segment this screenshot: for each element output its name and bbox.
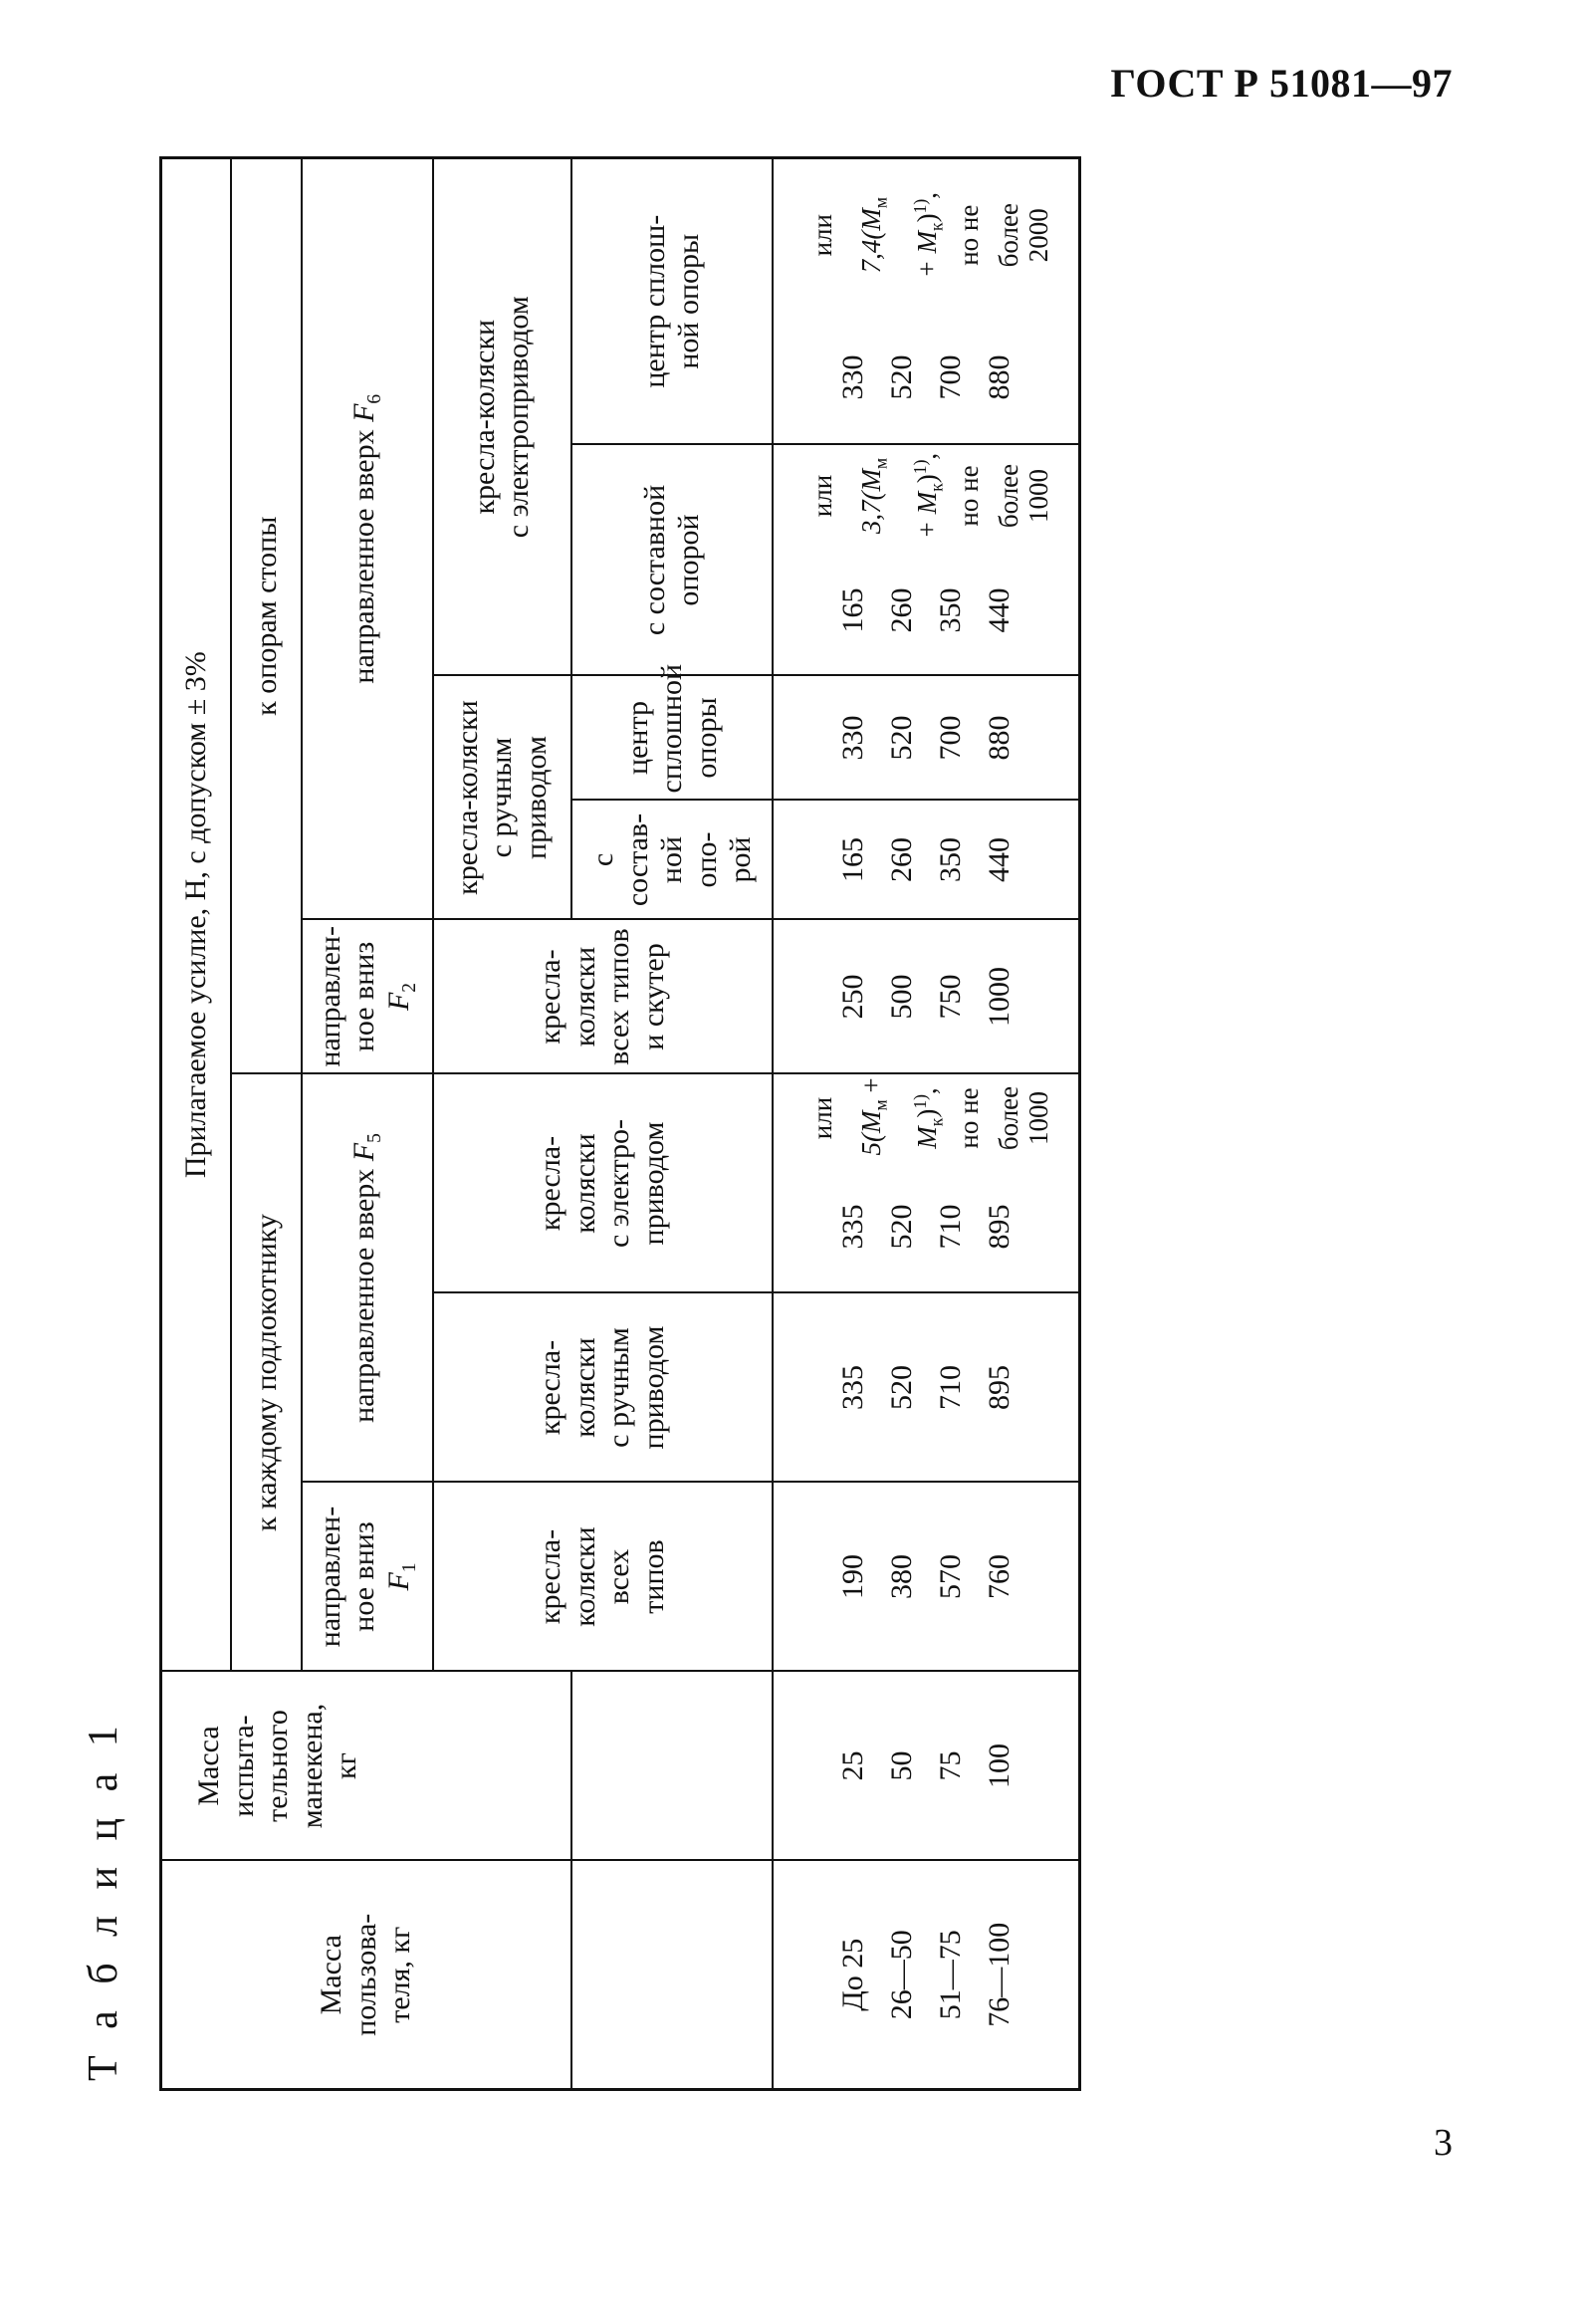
table-cell: 330 [836,354,870,400]
header-applied-force: Прилагаемое усилие, Н, с допуском ± 3% [161,157,232,1671]
table-cell: 260 [885,587,919,633]
table-cell: 520 [885,1204,919,1250]
header-armrest: к каждому подлокотнику [231,1074,302,1672]
subheader-f6-manual: кресла-коляски с ручным приводом [433,676,572,920]
table-cell: 250 [836,974,870,1020]
header-f6: направленное вверх $F_6$ [302,157,432,919]
table-cell: 1000 [983,967,1017,1027]
table-cell: 750 [934,974,968,1020]
force-table [159,156,1081,2091]
table-cell: 51—75 [934,1930,968,2020]
col-f6-electric-composite-values [773,547,1079,676]
col-f5-electric-alternative: или $5(M_м$ + $M_к)^{1)}$, но не более 1000 [773,1074,1079,1162]
table-cell: 380 [885,1554,919,1599]
subheader-f1-all-types: кресла- коляски всех типов [433,1483,774,1672]
table-cell: 880 [983,354,1017,400]
subheader-electric-composite: с составной опорой [571,445,773,676]
col-f2-values [773,920,1079,1074]
header-f5: направленное вверх $F_5$ [302,1074,432,1483]
col-f6-manual-center-values [773,676,1079,801]
subheader-electric-center: центр сплош- ной опоры [571,157,773,444]
header-f1: направлен- ное вниз $F_1$ [302,1483,432,1672]
table-cell: 76—100 [983,1922,1017,2027]
page-number: 3 [1434,2122,1453,2164]
rotated-table-container [159,159,1081,2091]
table-cell: 710 [934,1204,968,1250]
table-cell: 710 [934,1365,968,1410]
header-row-1 [161,157,232,2089]
col-dummy-mass-values [773,1672,1079,1861]
table-cell: 26—50 [885,1930,919,2020]
header-footrest: к опорам стопы [231,157,302,1073]
subheader-f5-manual: кресла- коляски с ручным приводом [433,1293,774,1483]
col-f6-manual-composite-values [773,801,1079,920]
header-user-mass: Масса пользова- теля, кг [161,1861,572,2090]
table-cell: 165 [836,587,870,633]
col-f6-electric-center-values [773,312,1079,445]
subheader-manual-center: центр сплошной опоры [571,676,773,801]
table-cell: 760 [983,1554,1017,1599]
table-cell: 350 [934,587,968,633]
col-user-mass-values [773,1861,1079,2090]
header-dummy-mass: Масса испыта- тельного манекена, кг [161,1672,572,1861]
table-cell: 895 [983,1365,1017,1410]
table-cell: 700 [934,354,968,400]
table-cell: 75 [934,1750,968,1781]
col-f6-electric-composite-alternative: или $3,7(M_м$ + $M_к)^{1)}$, но не более 1000 [773,445,1079,547]
col-f1-values [773,1483,1079,1672]
table-cell: 165 [836,837,870,882]
table-cell: 440 [983,837,1017,882]
header-f2: направлен- ное вниз $F_2$ [302,920,432,1074]
table-cell: 520 [885,1365,919,1410]
subheader-f2-all-types: кресла- коляски всех типов и скутер [433,920,774,1074]
table-cell: До 25 [836,1938,870,2011]
subheader-manual-composite: с состав- ной опо- рой [571,801,773,920]
table-cell: 335 [836,1204,870,1250]
table-cell: 570 [934,1554,968,1599]
table-cell: 50 [885,1750,919,1781]
subheader-f5-electric: кресла- коляски с электро- приводом [433,1074,774,1293]
table-cell: 440 [983,587,1017,633]
table-cell: 330 [836,715,870,761]
table-cell: 25 [836,1750,870,1781]
subheader-f6-electric: кресла-коляски с электроприводом [433,157,572,675]
table-cell: 700 [934,715,968,761]
table-caption: Т а б л и ц а 1 [81,1718,126,2081]
data-rows [773,157,1079,2089]
col-f6-electric-center-alternative: или $7,4(M_м$ + $M_к)^{1)}$, но не более 2000 [773,157,1079,311]
table-cell: 260 [885,837,919,882]
table-cell: 190 [836,1554,870,1599]
table-cell: 100 [983,1743,1017,1788]
table-cell: 895 [983,1204,1017,1250]
table-cell: 880 [983,715,1017,761]
col-f5-electric-values [773,1162,1079,1293]
document-code: ГОСТ Р 51081—97 [1110,61,1453,106]
col-f5-manual-values [773,1293,1079,1483]
table-cell: 500 [885,974,919,1020]
table-cell: 520 [885,354,919,400]
table-cell: 335 [836,1365,870,1410]
table-cell: 520 [885,715,919,761]
table-cell: 350 [934,837,968,882]
